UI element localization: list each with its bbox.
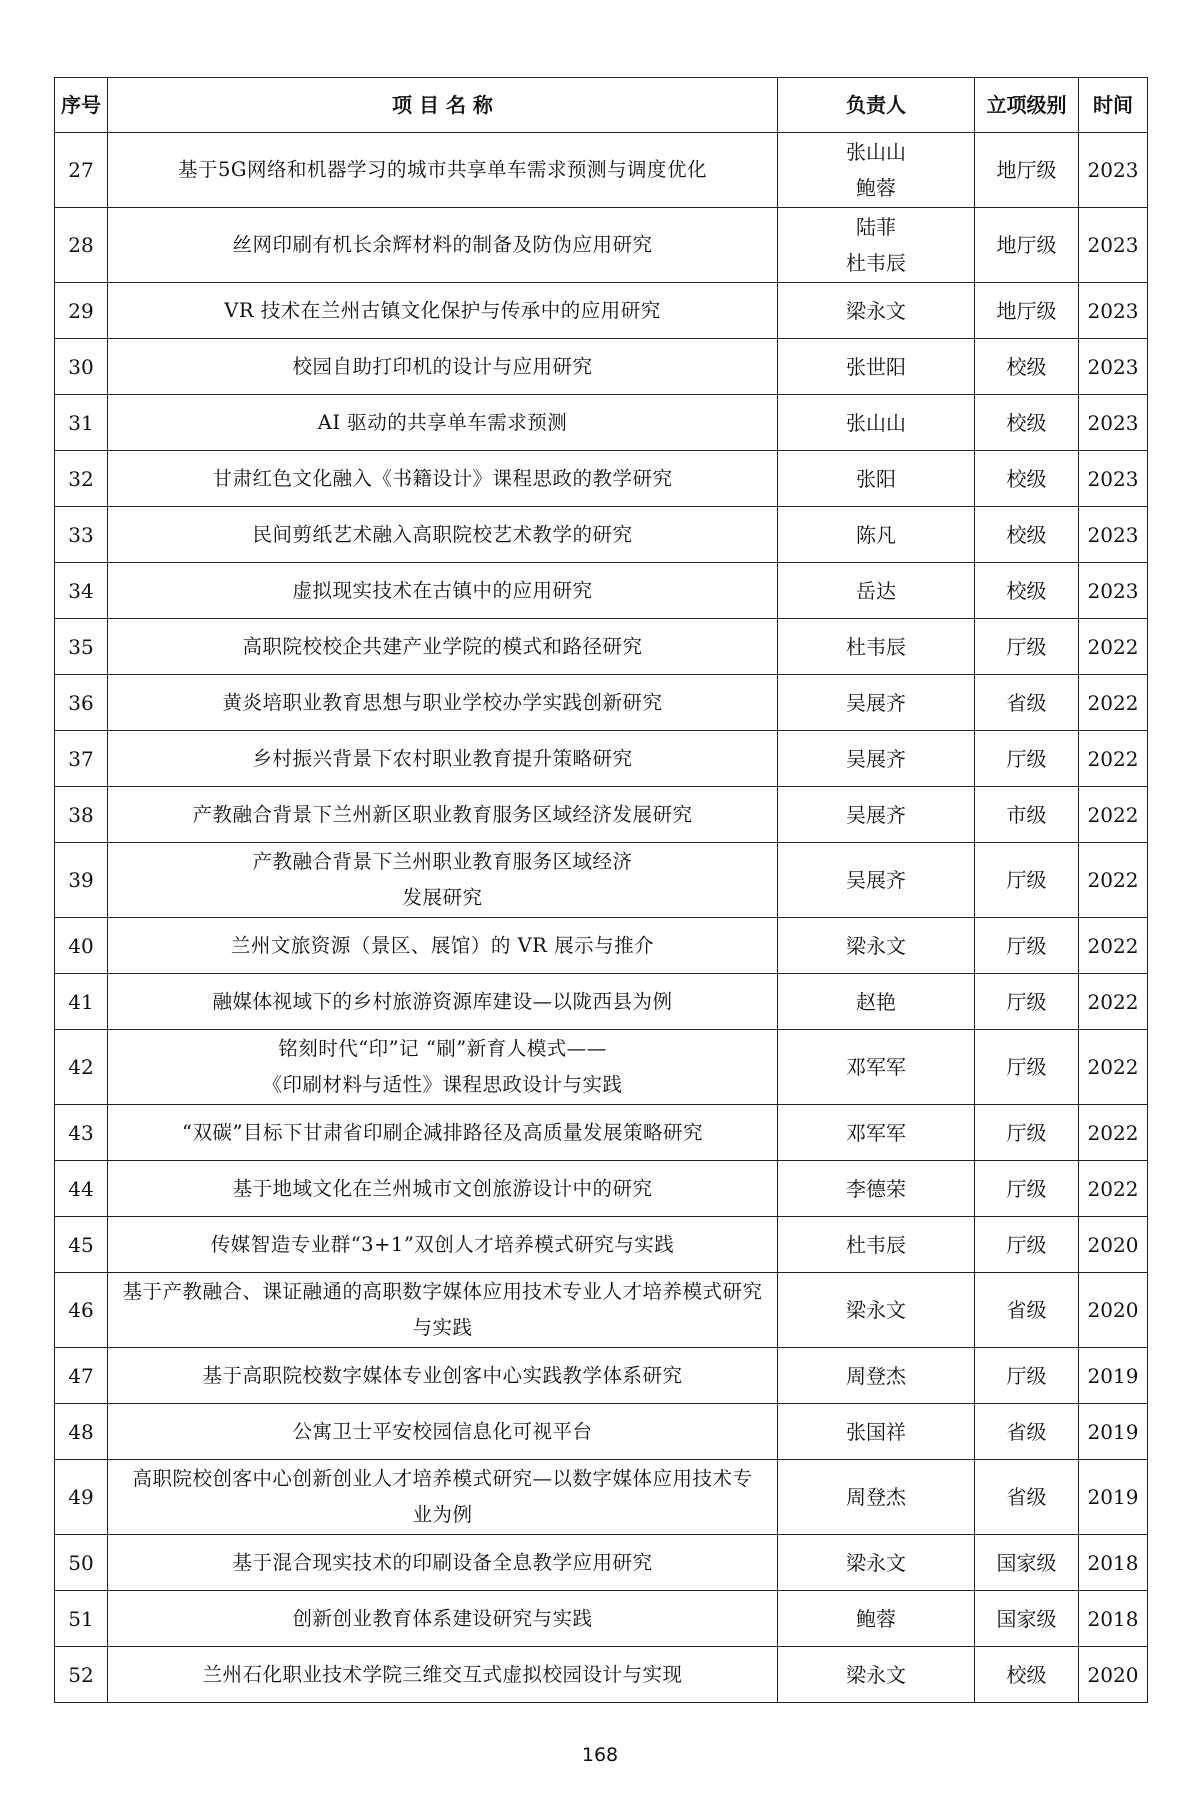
person-name: 吴展齐 xyxy=(846,690,906,715)
row-number: 34 xyxy=(55,563,108,619)
project-name-line: 兰州文旅资源（景区、展馆）的 VR 展示与推介 xyxy=(230,933,655,957)
table-row xyxy=(55,675,1148,731)
table-row xyxy=(55,133,1148,208)
project-year: 2022 xyxy=(1079,731,1148,787)
person-in-charge xyxy=(778,208,975,283)
project-year: 2020 xyxy=(1079,1217,1148,1273)
row-number: 27 xyxy=(55,133,108,208)
table-row xyxy=(55,339,1148,395)
person-name: 鲍蓉 xyxy=(856,176,896,200)
project-name-line: AI 驱动的共享单车需求预测 xyxy=(317,410,568,434)
person-in-charge xyxy=(778,1217,975,1273)
table-row xyxy=(55,1404,1148,1460)
header-project-name: 项 目 名 称 xyxy=(108,78,778,133)
project-level: 厅级 xyxy=(975,731,1079,787)
project-year: 2022 xyxy=(1079,1161,1148,1217)
project-level: 省级 xyxy=(975,1273,1079,1348)
person-in-charge xyxy=(778,675,975,731)
person-name: 梁永文 xyxy=(846,933,906,958)
person-in-charge xyxy=(778,1161,975,1217)
projects-table xyxy=(54,77,1148,1703)
project-name-line: VR 技术在兰州古镇文化保护与传承中的应用研究 xyxy=(224,298,661,322)
project-level: 地厅级 xyxy=(975,283,1079,339)
project-level: 省级 xyxy=(975,1404,1079,1460)
project-level: 厅级 xyxy=(975,918,1079,974)
project-name-line: 甘肃红色文化融入《书籍设计》课程思政的教学研究 xyxy=(212,466,673,490)
row-number: 50 xyxy=(55,1535,108,1591)
project-level: 厅级 xyxy=(975,1030,1079,1105)
project-name-line: 丝网印刷有机长余辉材料的制备及防伪应用研究 xyxy=(232,233,653,256)
row-number: 30 xyxy=(55,339,108,395)
project-level: 国家级 xyxy=(975,1591,1079,1647)
project-year: 2022 xyxy=(1079,843,1148,918)
person-name: 张阳 xyxy=(856,466,896,491)
project-name-line: 《印刷材料与适性》课程思政设计与实践 xyxy=(262,1073,623,1096)
person-name: 岳达 xyxy=(856,578,896,603)
project-year: 2022 xyxy=(1079,787,1148,843)
project-name xyxy=(108,619,778,675)
person-in-charge xyxy=(778,451,975,507)
person-in-charge xyxy=(778,1591,975,1647)
project-year: 2020 xyxy=(1079,1647,1148,1703)
header-level: 立项级别 xyxy=(975,78,1079,133)
project-year: 2018 xyxy=(1079,1591,1148,1647)
project-name-line: 基于地域文化在兰州城市文创旅游设计中的研究 xyxy=(232,1176,653,1200)
project-name-line: 与实践 xyxy=(412,1316,473,1339)
project-name xyxy=(108,1030,778,1105)
project-name xyxy=(108,1591,778,1647)
project-level: 厅级 xyxy=(975,619,1079,675)
table-row xyxy=(55,451,1148,507)
row-number: 43 xyxy=(55,1105,108,1161)
table-row xyxy=(55,1647,1148,1703)
row-number: 32 xyxy=(55,451,108,507)
project-year: 2022 xyxy=(1079,1105,1148,1161)
project-name xyxy=(108,208,778,283)
project-name xyxy=(108,133,778,208)
project-name-line: 产教融合背景下兰州新区职业教育服务区域经济发展研究 xyxy=(192,802,693,826)
person-in-charge xyxy=(778,731,975,787)
table-row xyxy=(55,918,1148,974)
project-year: 2019 xyxy=(1079,1460,1148,1535)
row-number: 31 xyxy=(55,395,108,451)
project-year: 2023 xyxy=(1079,451,1148,507)
page-number: 168 xyxy=(581,1744,619,1766)
project-level: 省级 xyxy=(975,1460,1079,1535)
project-year: 2023 xyxy=(1079,507,1148,563)
table-row xyxy=(55,1105,1148,1161)
project-name xyxy=(108,1161,778,1217)
project-name xyxy=(108,339,778,395)
table-row xyxy=(55,974,1148,1030)
person-in-charge xyxy=(778,1105,975,1161)
project-name-line: 乡村振兴背景下农村职业教育提升策略研究 xyxy=(252,746,633,770)
person-name: 吴展齐 xyxy=(846,868,906,892)
row-number: 38 xyxy=(55,787,108,843)
person-name: 张山山 xyxy=(846,140,906,164)
table-row xyxy=(55,395,1148,451)
project-level: 校级 xyxy=(975,507,1079,563)
row-number: 47 xyxy=(55,1348,108,1404)
header-no: 序号 xyxy=(55,78,108,133)
person-in-charge xyxy=(778,843,975,918)
project-name xyxy=(108,787,778,843)
person-name: 梁永文 xyxy=(846,1298,906,1322)
project-name xyxy=(108,731,778,787)
project-level: 厅级 xyxy=(975,1348,1079,1404)
person-name: 张国祥 xyxy=(846,1419,906,1444)
person-in-charge xyxy=(778,918,975,974)
project-name-line: 铭刻时代“印”记 “刷”新育人模式—— xyxy=(278,1037,607,1060)
project-name xyxy=(108,283,778,339)
row-number: 49 xyxy=(55,1460,108,1535)
person-name: 赵艳 xyxy=(856,989,896,1014)
project-level: 校级 xyxy=(975,563,1079,619)
table-row xyxy=(55,1030,1148,1105)
project-year: 2022 xyxy=(1079,918,1148,974)
row-number: 48 xyxy=(55,1404,108,1460)
person-name: 周登杰 xyxy=(846,1485,906,1509)
person-name: 李德荣 xyxy=(846,1176,906,1201)
project-level: 厅级 xyxy=(975,843,1079,918)
project-year: 2020 xyxy=(1079,1273,1148,1348)
project-name xyxy=(108,1217,778,1273)
person-in-charge xyxy=(778,133,975,208)
table-row xyxy=(55,619,1148,675)
table-row xyxy=(55,731,1148,787)
project-year: 2022 xyxy=(1079,974,1148,1030)
person-name: 邓军军 xyxy=(846,1055,906,1079)
project-year: 2023 xyxy=(1079,208,1148,283)
project-name-line: 基于5G网络和机器学习的城市共享单车需求预测与调度优化 xyxy=(178,158,707,181)
table-row xyxy=(55,843,1148,918)
project-name-line: 产教融合背景下兰州职业教育服务区域经济 xyxy=(252,850,633,873)
person-in-charge xyxy=(778,1348,975,1404)
project-name-line: 兰州石化职业技术学院三维交互式虚拟校园设计与实现 xyxy=(202,1662,683,1686)
project-name-line: 传媒智造专业群“3+1”双创人才培养模式研究与实践 xyxy=(210,1232,675,1256)
project-name-line: 高职院校创客中心创新创业人才培养模式研究—以数字媒体应用技术专 xyxy=(132,1467,753,1490)
project-name-line: 虚拟现实技术在古镇中的应用研究 xyxy=(292,578,593,602)
project-year: 2023 xyxy=(1079,395,1148,451)
project-name-line: 创新创业教育体系建设研究与实践 xyxy=(292,1606,593,1630)
project-name xyxy=(108,1105,778,1161)
person-name: 梁永文 xyxy=(846,1662,906,1687)
row-number: 52 xyxy=(55,1647,108,1703)
row-number: 42 xyxy=(55,1030,108,1105)
project-name-line: 基于产教融合、课证融通的高职数字媒体应用技术专业人才培养模式研究 xyxy=(122,1280,763,1303)
table-row xyxy=(55,208,1148,283)
row-number: 36 xyxy=(55,675,108,731)
header-row xyxy=(55,78,1148,133)
person-in-charge xyxy=(778,1273,975,1348)
row-number: 41 xyxy=(55,974,108,1030)
project-year: 2023 xyxy=(1079,133,1148,208)
project-level: 国家级 xyxy=(975,1535,1079,1591)
row-number: 45 xyxy=(55,1217,108,1273)
project-name xyxy=(108,451,778,507)
table-row xyxy=(55,1535,1148,1591)
person-in-charge xyxy=(778,507,975,563)
person-name: 杜韦辰 xyxy=(846,1232,906,1257)
row-number: 39 xyxy=(55,843,108,918)
project-level: 校级 xyxy=(975,1647,1079,1703)
project-year: 2018 xyxy=(1079,1535,1148,1591)
project-name xyxy=(108,1404,778,1460)
person-in-charge xyxy=(778,339,975,395)
project-level: 校级 xyxy=(975,395,1079,451)
project-name xyxy=(108,918,778,974)
project-name-line: 高职院校校企共建产业学院的模式和路径研究 xyxy=(242,634,643,658)
person-name: 鲍蓉 xyxy=(856,1606,896,1631)
person-name: 陆菲 xyxy=(856,215,896,239)
project-name-line: 基于混合现实技术的印刷设备全息教学应用研究 xyxy=(232,1550,653,1574)
row-number: 33 xyxy=(55,507,108,563)
person-name: 张世阳 xyxy=(846,354,906,379)
project-level: 省级 xyxy=(975,675,1079,731)
person-in-charge xyxy=(778,1535,975,1591)
project-name xyxy=(108,563,778,619)
project-level: 厅级 xyxy=(975,1217,1079,1273)
project-name-line: 业为例 xyxy=(412,1503,473,1526)
person-name: 周登杰 xyxy=(846,1363,906,1388)
project-level: 厅级 xyxy=(975,1105,1079,1161)
project-name xyxy=(108,1460,778,1535)
project-name-line: 融媒体视域下的乡村旅游资源库建设—以陇西县为例 xyxy=(212,989,673,1013)
person-in-charge xyxy=(778,619,975,675)
table-row xyxy=(55,1348,1148,1404)
project-name xyxy=(108,1348,778,1404)
row-number: 46 xyxy=(55,1273,108,1348)
project-name-line: 黄炎培职业教育思想与职业学校办学实践创新研究 xyxy=(222,690,663,714)
table-row xyxy=(55,507,1148,563)
project-level: 地厅级 xyxy=(975,133,1079,208)
row-number: 37 xyxy=(55,731,108,787)
project-year: 2023 xyxy=(1079,339,1148,395)
project-name xyxy=(108,1535,778,1591)
person-in-charge xyxy=(778,283,975,339)
person-in-charge xyxy=(778,787,975,843)
person-in-charge xyxy=(778,1404,975,1460)
project-year: 2019 xyxy=(1079,1348,1148,1404)
project-name-line: 民间剪纸艺术融入高职院校艺术教学的研究 xyxy=(252,522,633,546)
project-level: 校级 xyxy=(975,339,1079,395)
table-row xyxy=(55,787,1148,843)
table-row xyxy=(55,1161,1148,1217)
project-year: 2023 xyxy=(1079,563,1148,619)
row-number: 44 xyxy=(55,1161,108,1217)
project-level: 厅级 xyxy=(975,1161,1079,1217)
row-number: 28 xyxy=(55,208,108,283)
project-year: 2019 xyxy=(1079,1404,1148,1460)
project-name xyxy=(108,507,778,563)
person-name: 吴展齐 xyxy=(846,746,906,771)
person-name: 吴展齐 xyxy=(846,802,906,827)
project-level: 地厅级 xyxy=(975,208,1079,283)
person-in-charge xyxy=(778,395,975,451)
project-name-line: 校园自助打印机的设计与应用研究 xyxy=(292,354,593,378)
project-year: 2022 xyxy=(1079,619,1148,675)
project-level: 市级 xyxy=(975,787,1079,843)
project-name xyxy=(108,675,778,731)
row-number: 29 xyxy=(55,283,108,339)
project-name-line: 基于高职院校数字媒体专业创客中心实践教学体系研究 xyxy=(202,1363,683,1387)
table-row xyxy=(55,1273,1148,1348)
project-name-line: 公寓卫士平安校园信息化可视平台 xyxy=(292,1419,593,1443)
person-name: 梁永文 xyxy=(846,1550,906,1575)
row-number: 35 xyxy=(55,619,108,675)
person-in-charge xyxy=(778,974,975,1030)
header-year: 时间 xyxy=(1079,78,1148,133)
project-level: 厅级 xyxy=(975,974,1079,1030)
project-year: 2023 xyxy=(1079,283,1148,339)
project-name-line: 发展研究 xyxy=(402,886,483,909)
person-in-charge xyxy=(778,563,975,619)
person-in-charge xyxy=(778,1647,975,1703)
header-person: 负责人 xyxy=(778,78,975,133)
person-name: 张山山 xyxy=(846,410,906,435)
person-name: 邓军军 xyxy=(846,1120,906,1145)
project-year: 2022 xyxy=(1079,675,1148,731)
table-row xyxy=(55,1591,1148,1647)
person-name: 陈凡 xyxy=(856,522,896,547)
row-number: 51 xyxy=(55,1591,108,1647)
project-name xyxy=(108,974,778,1030)
project-name xyxy=(108,843,778,918)
project-level: 校级 xyxy=(975,451,1079,507)
person-name: 杜韦辰 xyxy=(846,634,906,659)
table-row xyxy=(55,1217,1148,1273)
project-name xyxy=(108,1273,778,1348)
project-year: 2022 xyxy=(1079,1030,1148,1105)
table-row xyxy=(55,563,1148,619)
person-in-charge xyxy=(778,1030,975,1105)
project-name-line: “双碳”目标下甘肃省印刷企减排路径及高质量发展策略研究 xyxy=(182,1120,703,1144)
table-row xyxy=(55,1460,1148,1535)
project-name xyxy=(108,395,778,451)
person-name: 杜韦辰 xyxy=(846,251,906,275)
table-row xyxy=(55,283,1148,339)
row-number: 40 xyxy=(55,918,108,974)
person-in-charge xyxy=(778,1460,975,1535)
person-name: 梁永文 xyxy=(846,298,906,323)
project-name xyxy=(108,1647,778,1703)
